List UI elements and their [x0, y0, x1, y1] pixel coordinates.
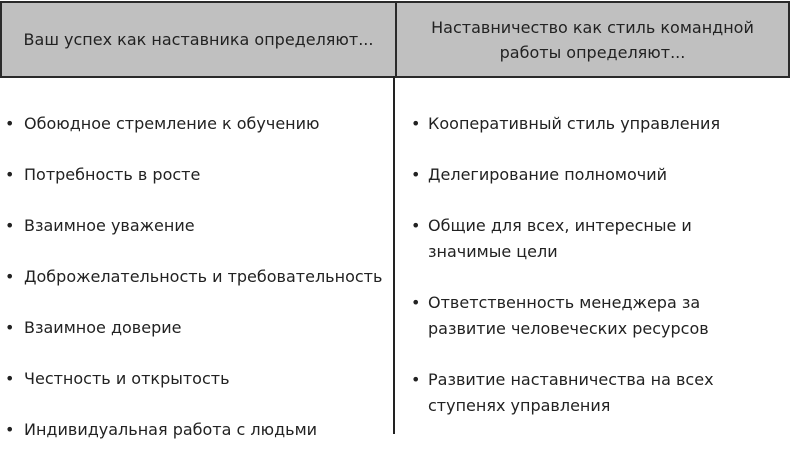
- bullet-icon: •: [411, 216, 421, 235]
- list-item: • Индивидуальная работа с людьми: [0, 417, 390, 443]
- list-item: • Обоюдное стремление к обучению: [0, 111, 390, 137]
- right-list: [408, 111, 778, 444]
- bullet-icon: •: [5, 369, 15, 388]
- bullet-icon: •: [5, 267, 15, 286]
- list-item: • Развитие наставничества на всех ступенях управления: [408, 367, 778, 419]
- bullet-icon: •: [5, 165, 15, 184]
- column-divider: [393, 76, 395, 434]
- header-right: Наставничество как стиль командной работы определяют...: [431, 17, 754, 62]
- list-item: • Делегирование полномочий: [408, 162, 778, 188]
- list-item: • Взаимное доверие: [0, 315, 390, 341]
- left-list: [0, 111, 390, 468]
- list-item: • Общие для всех, интересные и значимые цели: [408, 213, 778, 265]
- bullet-icon: •: [5, 318, 15, 337]
- bullet-icon: •: [5, 420, 15, 439]
- list-item: • Потребность в росте: [0, 162, 390, 188]
- list-item: • Честность и открытость: [0, 366, 390, 392]
- list-item: • Ответственность менеджера за развитие человеческих ресурсов: [408, 290, 778, 342]
- bullet-icon: •: [411, 370, 421, 389]
- bullet-icon: •: [411, 165, 421, 184]
- bullet-icon: •: [411, 293, 421, 312]
- table-header: [0, 1, 790, 78]
- header-left: Ваш успех как наставника определяют...: [2, 3, 397, 76]
- list-item: • Кооперативный стиль управления: [408, 111, 778, 137]
- bullet-icon: •: [411, 114, 421, 133]
- bullet-icon: •: [5, 216, 15, 235]
- list-item: • Доброжелательность и требовательность: [0, 264, 390, 290]
- bullet-icon: •: [5, 114, 15, 133]
- list-item: • Взаимное уважение: [0, 213, 390, 239]
